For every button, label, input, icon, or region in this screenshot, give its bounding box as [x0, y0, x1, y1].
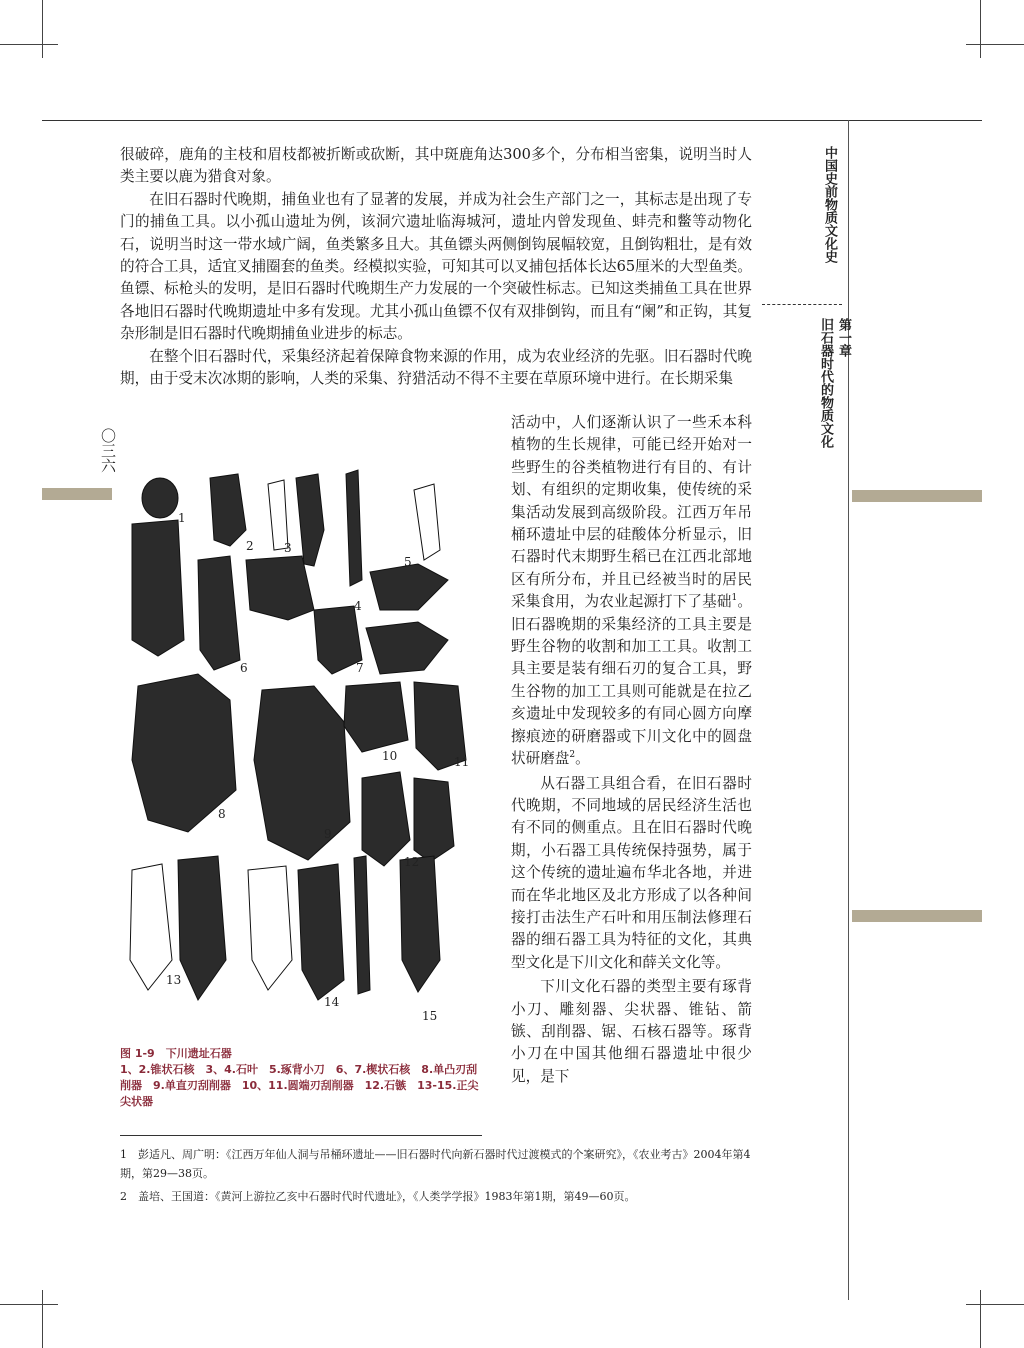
figure-number: 12 — [404, 855, 420, 869]
figure-number: 6 — [240, 661, 248, 675]
tool-drawing — [132, 520, 184, 656]
crop-mark — [0, 44, 58, 45]
tool-drawing — [296, 474, 324, 566]
tool-drawing — [414, 778, 454, 862]
figure-number: 8 — [218, 807, 226, 821]
paragraph: 很破碎，鹿角的主枝和眉枝都被折断或砍断，其中斑鹿角达300多个，分布相当密集，说明当时人类主要以鹿为猎食对象。 — [120, 146, 752, 186]
footnote: 1 彭适凡、周广明：《江西万年仙人洞与吊桶环遗址——旧石器时代向新石器时代过渡模式的个案研究》，《农业考古》2004年第4期，第29—38页。 — [120, 1148, 751, 1180]
figure-number: 10 — [382, 749, 398, 763]
tool-drawing — [366, 622, 448, 674]
footnote-ref[interactable]: 2 — [569, 750, 576, 761]
page-number: 〇三六 — [99, 428, 117, 473]
footnote: 2 盖培、王国道：《黄河上游拉乙亥中石器时代时代遗址》，《人类学学报》1983年第1期，第49—60页。 — [120, 1190, 636, 1203]
figure-number: 1 — [178, 511, 186, 525]
paragraph: 活动中，人们逐渐认识了一些禾本科植物的生长规律，可能已经开始对一些野生的谷类植物进行有目的、有计划、有组织的定期收集，使传统的采集活动发展到高级阶段。江西万年吊桶环遗址中层的硅酸体分析显示，旧石器时代末期野生稻已在江西北部地区有所分布，并且已经被当时的居民采集食用，为农业起源打下了基础$^1$。旧石器晚期的采集经济的工具主要是野生谷物的收割和加工工具。收割工具主要是装有细石刃的复合工具，野生谷物的加工工具则可能就是在拉乙亥遗址中发现较多的有同心圆方向摩擦痕迹的研磨器或下川文化中的圆盘状研磨盘$^2$。 — [511, 414, 752, 768]
figure-number: 14 — [324, 995, 340, 1009]
tool-drawing — [130, 864, 172, 990]
book-title: 中国史前物质文化史 — [822, 146, 837, 263]
decor-band-right-lower — [852, 910, 982, 922]
tool-drawing — [210, 474, 246, 546]
figure-number: 7 — [356, 661, 364, 675]
tool-drawing — [354, 856, 370, 994]
tool-drawing — [362, 772, 410, 866]
narrow-column — [511, 412, 752, 1088]
tool-drawing — [268, 480, 288, 550]
crop-mark — [980, 0, 981, 58]
tool-drawing — [370, 564, 448, 610]
figure-number: 4 — [354, 599, 362, 613]
figure-number: 3 — [284, 541, 292, 555]
crop-mark — [980, 1290, 981, 1348]
tool-drawing — [254, 686, 350, 860]
tool-drawing — [248, 866, 292, 990]
crop-mark — [966, 1304, 1024, 1305]
body-text — [120, 144, 752, 390]
tool-drawing — [414, 484, 440, 560]
crop-mark — [0, 1304, 58, 1305]
figure-caption — [120, 1046, 488, 1110]
caption-body: 1、2.锥状石核 3、4.石叶 5.琢背小刀 6、7.楔状石核 8.单凸刃刮削器 9.单直刃刮削器 10、11.圆端刃刮削器 12.石镞 13-15.正尖尖状器 — [120, 1063, 479, 1108]
footnotes — [120, 1145, 760, 1210]
crop-mark — [42, 0, 43, 58]
running-head-divider — [762, 304, 842, 305]
tool-drawing — [346, 470, 362, 586]
crop-mark — [42, 1290, 43, 1348]
paragraph: 在整个旧石器时代，采集经济起着保障食物来源的作用，成为农业经济的先驱。旧石器时代晚期，由于受末次冰期的影响，人类的采集、狩猎活动不得不主要在草原环境中进行。在长期采集 — [120, 347, 752, 388]
chapter-label: 第一章 — [836, 318, 851, 357]
crop-mark — [966, 44, 1024, 45]
tool-drawing — [246, 556, 314, 620]
figure-number: 5 — [404, 555, 412, 569]
stone-tools-figure — [118, 460, 478, 1035]
margin-rule — [848, 120, 849, 1300]
tool-drawing — [142, 478, 178, 518]
tool-drawing — [400, 856, 440, 992]
tool-drawing — [198, 556, 240, 670]
decor-band-right — [852, 490, 982, 502]
caption-title: 图 1-9 下川遗址石器 — [120, 1047, 232, 1060]
figure-number: 15 — [422, 1009, 438, 1023]
chapter-title: 旧石器时代的物质文化 — [818, 318, 833, 448]
tool-drawing — [298, 864, 344, 1000]
footnote-rule — [120, 1135, 482, 1136]
figure-number: 2 — [246, 539, 254, 553]
header-rule — [42, 120, 982, 121]
figure-number: 13 — [166, 973, 182, 987]
footnote-ref[interactable]: 1 — [731, 593, 738, 604]
paragraph: 在旧石器时代晚期，捕鱼业也有了显著的发展，并成为社会生产部门之一，其标志是出现了专门的捕鱼工具。以小孤山遗址为例，该洞穴遗址临海城河，遗址内曾发现鱼、蚌壳和鳖等动物化石，说明当时这一带水域广阔，鱼类繁多且大。其鱼镖头两侧倒钩展幅较宽，且倒钩粗壮，是有效的符合工具，适宜叉捕圈套的鱼类。经模拟实验，可知其可以叉捕包括体长达65厘米的大型鱼类。鱼镖、标枪头的发明，是旧石器时代晚期生产力发展的一个突破性标志。已知这类捕鱼工具在世界各地旧石器时代晚期遗址中多有发现。尤其小孤山鱼镖不仅有双排倒钩，而且有“阑”和正钩，其复杂形制是旧石器时代晚期捕鱼业进步的标志。 — [120, 190, 752, 343]
paragraph: 从石器工具组合看，在旧石器时代晚期，不同地域的居民经济生活也有不同的侧重点。且在旧石器时代晚期，小石器工具传统保持强势，属于这个传统的遗址遍布华北各地，并进而在华北地区及北方形成了以各种间接打击法生产石叶和用压制法修理石器的细石器工具为特征的文化，其典型文化是下川文化和薛关文化等。 — [511, 774, 752, 971]
tool-drawing — [314, 606, 362, 674]
tool-drawing — [178, 856, 226, 1000]
tool-drawing — [344, 682, 408, 752]
decor-band-left — [42, 488, 112, 500]
figure-number: 11 — [454, 755, 470, 769]
paragraph: 下川文化石器的类型主要有琢背小刀、雕刻器、尖状器、锥钻、箭镞、刮削器、锯、石核石器等。琢背小刀在中国其他细石器遗址中很少见，是下 — [511, 978, 752, 1085]
figure-number: 9 — [324, 827, 332, 841]
